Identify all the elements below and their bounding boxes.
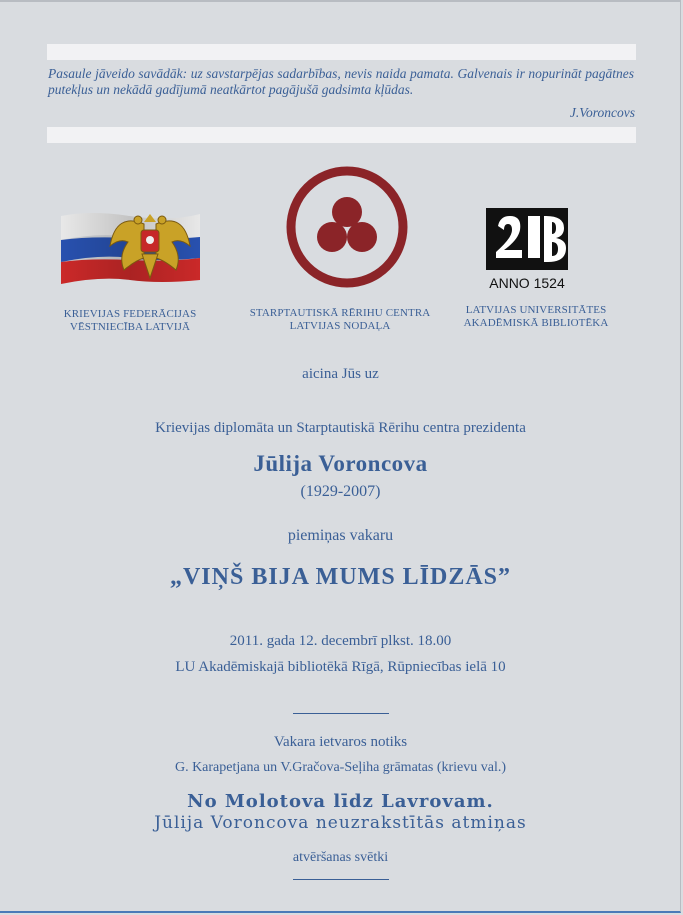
divider-top xyxy=(293,713,389,714)
library-emblem-icon xyxy=(456,206,616,294)
roerich-logo-block xyxy=(240,164,440,333)
evening-line: piemiņas vakaru xyxy=(287,527,394,544)
banner-of-peace-icon xyxy=(240,164,440,292)
russian-flag-coat-of-arms-icon xyxy=(50,200,210,300)
honoree-name: Jūlija Voroncova xyxy=(253,451,428,476)
library-logo-block xyxy=(456,206,616,330)
divider-bottom xyxy=(293,879,389,880)
quote-author: J.Voroncovs xyxy=(569,105,635,120)
invite-line: aicina Jūs uz xyxy=(302,366,379,382)
embassy-caption-line2: VĒSTNIECĪBA LATVIJĀ xyxy=(69,321,191,333)
event-title: „VIŅŠ BIJA MUMS LĪDZĀS” xyxy=(169,564,512,590)
diplomat-line: Krievijas diplomāta un Starptautiskā Rērihu centra prezidenta xyxy=(155,420,526,436)
library-caption-line1: LATVIJAS UNIVERSITĀTES xyxy=(465,304,607,316)
quote-band-top xyxy=(47,44,636,60)
quote-text: Pasaule jāveido savādāk: uz savstarpējas sadarbības, nevis naida pamata. Galvenais ir nopurināt pagātnes putekļus un nekādā gadījumā neatkārtot pagājušā gadsimta kļūdas. xyxy=(48,66,634,97)
roerich-caption-line2: LATVIJAS NODAĻA xyxy=(289,320,391,332)
quote-band-bottom xyxy=(47,127,636,143)
program-intro: Vakara ietvaros notiks xyxy=(273,734,408,750)
embassy-logo-block xyxy=(50,200,210,334)
book-opening-line: atvēršanas svētki xyxy=(292,850,389,865)
book-title-line1: No Molotova līdz Lavrovam. xyxy=(187,791,494,812)
honoree-years: (1929-2007) xyxy=(300,483,381,500)
library-anno-label: ANNO 1524 xyxy=(489,275,565,291)
event-place: LU Akadēmiskajā bibliotēkā Rīgā, Rūpniecības ielā 10 xyxy=(175,659,506,675)
embassy-caption-line1: KRIEVIJAS FEDERĀCIJAS xyxy=(63,308,197,320)
event-date: 2011. gada 12. decembrī plkst. 18.00 xyxy=(229,633,452,649)
roerich-caption-line1: STARPTAUTISKĀ RĒRIHU CENTRA xyxy=(249,307,431,319)
book-title-line2: Jūlija Voroncova neuzrakstītās atmiņas xyxy=(154,813,527,833)
book-authors: G. Karapetjana un V.Gračova-Seļiha grāmatas (krievu val.) xyxy=(174,760,507,775)
library-caption-line2: AKADĒMISKĀ BIBLIOTĒKA xyxy=(463,317,609,329)
